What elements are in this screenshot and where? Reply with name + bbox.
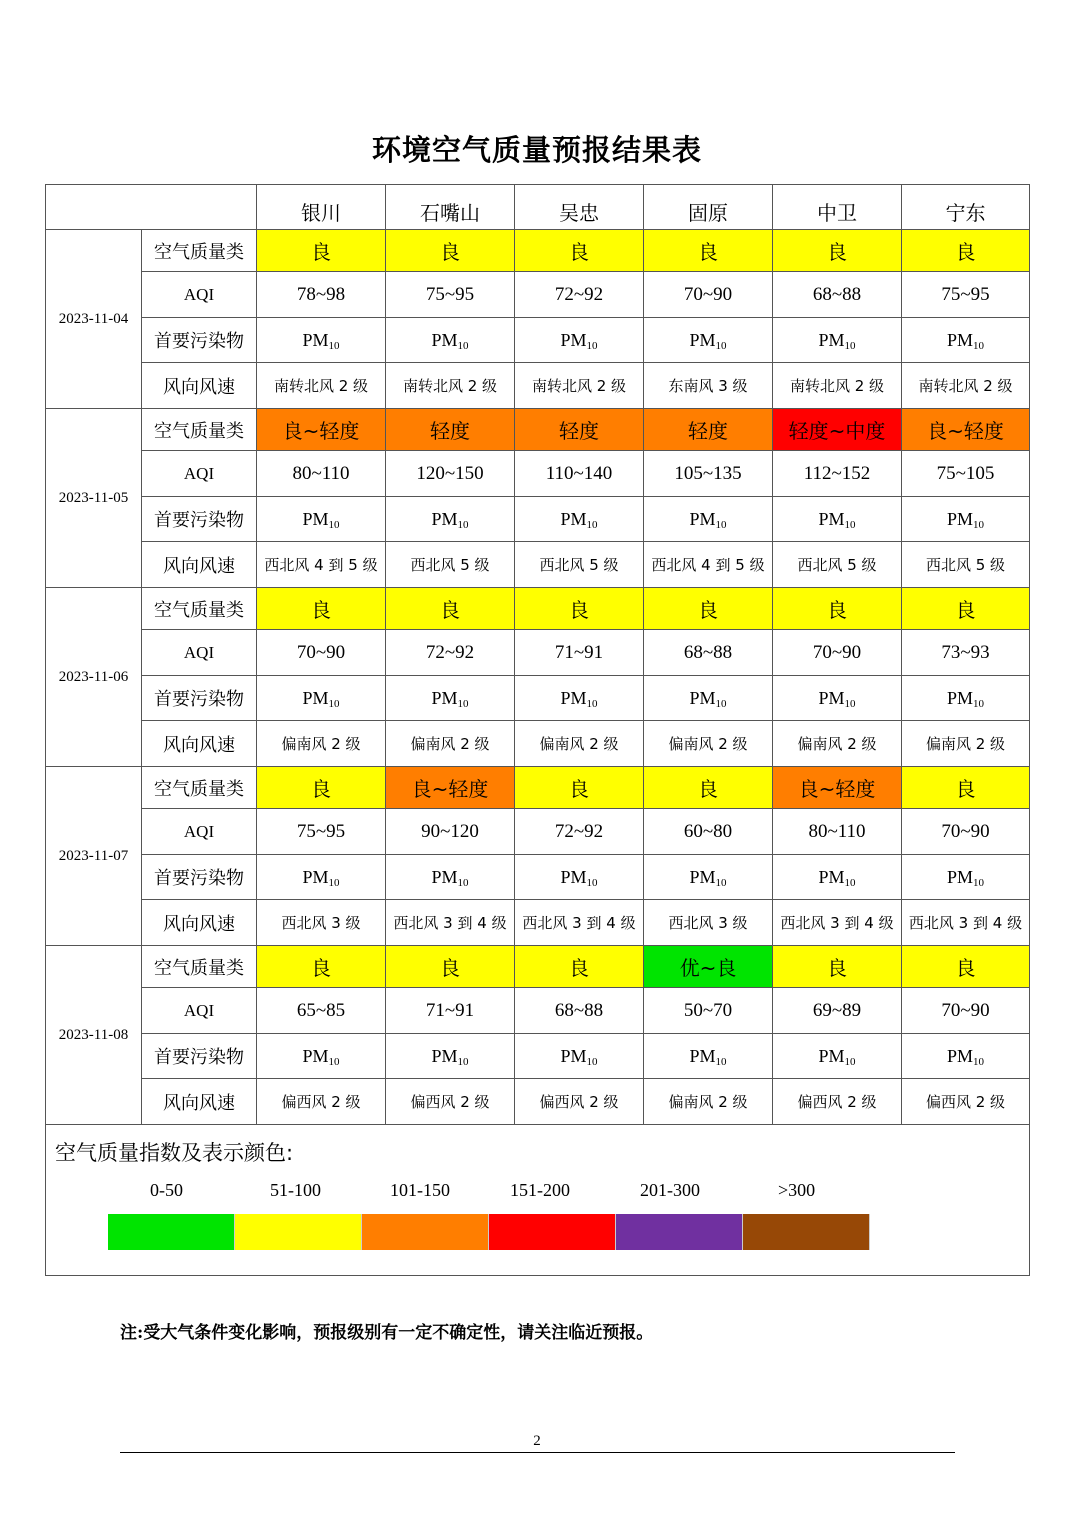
aqi-category-cell: 良	[257, 767, 386, 809]
footer-rule	[120, 1452, 955, 1453]
wind-row	[46, 721, 1030, 767]
aqi-category-cell: 良~轻度	[902, 409, 1030, 451]
wind-cell: 西北风 4 到 5 级	[644, 542, 773, 588]
pollutant-row	[46, 497, 1030, 542]
pollutant-cell	[773, 676, 902, 721]
wind-cell: 西北风 3 到 4 级	[773, 900, 902, 946]
pollutant-cell	[515, 318, 644, 363]
pollutant-cell	[902, 1034, 1030, 1079]
category-row	[46, 230, 1030, 272]
pollutant-subscript: 10	[457, 518, 469, 531]
aqi-value-cell: 120~150	[386, 451, 515, 497]
pollutant-name: PM	[946, 1045, 973, 1066]
legend-color-swatch	[616, 1214, 743, 1250]
pollutant-subscript: 10	[715, 697, 727, 710]
row-label-wind: 风向风速	[142, 900, 257, 946]
wind-cell: 西北风 5 级	[515, 542, 644, 588]
wind-cell: 南转北风 2 级	[773, 363, 902, 409]
legend-color-bar	[108, 1214, 870, 1250]
legend-color-swatch	[489, 1214, 616, 1250]
header-row	[46, 185, 1030, 230]
header-corner	[46, 185, 257, 230]
aqi-category-cell: 良	[386, 230, 515, 272]
pollutant-name: PM	[818, 1045, 845, 1066]
row-label-pollutant: 首要污染物	[142, 676, 257, 721]
wind-cell: 偏西风 2 级	[515, 1079, 644, 1125]
aqi-value-cell: 72~92	[515, 272, 644, 318]
wind-cell: 偏西风 2 级	[257, 1079, 386, 1125]
row-label-wind: 风向风速	[142, 542, 257, 588]
aqi-category-cell: 良~轻度	[257, 409, 386, 451]
wind-cell: 偏西风 2 级	[386, 1079, 515, 1125]
pollutant-row	[46, 1034, 1030, 1079]
wind-cell: 南转北风 2 级	[386, 363, 515, 409]
pollutant-name: PM	[818, 329, 845, 350]
aqi-category-cell: 良	[515, 946, 644, 988]
aqi-category-cell: 良	[257, 230, 386, 272]
category-row	[46, 409, 1030, 451]
wind-cell: 西北风 5 级	[773, 542, 902, 588]
row-label-pollutant: 首要污染物	[142, 497, 257, 542]
aqi-category-cell: 良	[515, 767, 644, 809]
wind-cell: 偏南风 2 级	[644, 721, 773, 767]
aqi-category-cell: 轻度	[386, 409, 515, 451]
row-label-aqi: AQI	[142, 809, 257, 855]
aqi-category-cell: 良	[773, 588, 902, 630]
aqi-category-cell: 优~良	[644, 946, 773, 988]
pollutant-row	[46, 318, 1030, 363]
pollutant-subscript: 10	[715, 339, 727, 352]
row-label-pollutant: 首要污染物	[142, 1034, 257, 1079]
wind-cell: 西北风 3 到 4 级	[386, 900, 515, 946]
aqi-row	[46, 451, 1030, 497]
city-header: 固原	[644, 185, 773, 230]
aqi-value-cell: 72~92	[515, 809, 644, 855]
aqi-category-cell: 良	[386, 946, 515, 988]
aqi-category-cell: 良	[902, 588, 1030, 630]
pollutant-cell	[386, 318, 515, 363]
date-cell: 2023-11-05	[46, 409, 142, 588]
legend	[46, 1125, 1030, 1276]
pollutant-name: PM	[818, 687, 845, 708]
wind-cell: 南转北风 2 级	[515, 363, 644, 409]
pollutant-name: PM	[560, 1045, 587, 1066]
pollutant-cell	[773, 318, 902, 363]
wind-cell: 偏南风 2 级	[773, 721, 902, 767]
wind-cell: 西北风 5 级	[902, 542, 1030, 588]
pollutant-name: PM	[689, 1045, 716, 1066]
wind-cell: 偏西风 2 级	[773, 1079, 902, 1125]
row-label-category: 空气质量类	[142, 588, 257, 630]
pollutant-subscript: 10	[715, 1055, 727, 1068]
aqi-value-cell: 70~90	[902, 988, 1030, 1034]
aqi-category-cell: 良	[644, 767, 773, 809]
pollutant-subscript: 10	[973, 697, 984, 710]
wind-cell: 东南风 3 级	[644, 363, 773, 409]
wind-cell: 西北风 5 级	[386, 542, 515, 588]
aqi-value-cell: 73~93	[902, 630, 1030, 676]
pollutant-name: PM	[431, 687, 458, 708]
aqi-row	[46, 272, 1030, 318]
aqi-value-cell: 78~98	[257, 272, 386, 318]
pollutant-subscript: 10	[457, 1055, 469, 1068]
aqi-category-cell: 良~轻度	[773, 767, 902, 809]
pollutant-subscript: 10	[586, 1055, 598, 1068]
pollutant-name: PM	[431, 329, 458, 350]
pollutant-cell	[773, 855, 902, 900]
pollutant-name: PM	[560, 687, 587, 708]
pollutant-subscript: 10	[328, 1055, 340, 1068]
row-label-wind: 风向风速	[142, 721, 257, 767]
pollutant-subscript: 10	[586, 697, 598, 710]
pollutant-name: PM	[302, 329, 329, 350]
aqi-row	[46, 630, 1030, 676]
pollutant-subscript: 10	[715, 518, 727, 531]
aqi-category-cell: 良	[386, 588, 515, 630]
aqi-value-cell: 71~91	[515, 630, 644, 676]
pollutant-subscript: 10	[844, 1055, 856, 1068]
pollutant-name: PM	[302, 866, 329, 887]
legend-range-label: >300	[778, 1180, 816, 1200]
legend-color-swatch	[235, 1214, 362, 1250]
row-label-wind: 风向风速	[142, 1079, 257, 1125]
date-cell: 2023-11-04	[46, 230, 142, 409]
aqi-value-cell: 105~135	[644, 451, 773, 497]
wind-row	[46, 542, 1030, 588]
pollutant-name: PM	[818, 508, 845, 529]
row-label-wind: 风向风速	[142, 363, 257, 409]
aqi-category-cell: 良	[902, 230, 1030, 272]
pollutant-cell	[902, 676, 1030, 721]
legend-row	[46, 1125, 1030, 1276]
wind-row	[46, 900, 1030, 946]
pollutant-name: PM	[689, 508, 716, 529]
aqi-value-cell: 70~90	[257, 630, 386, 676]
aqi-value-cell: 112~152	[773, 451, 902, 497]
pollutant-cell	[257, 318, 386, 363]
aqi-category-cell: 良	[773, 946, 902, 988]
aqi-value-cell: 72~92	[386, 630, 515, 676]
pollutant-name: PM	[818, 866, 845, 887]
pollutant-subscript: 10	[844, 339, 856, 352]
legend-range-label: 151-200	[510, 1180, 570, 1200]
pollutant-subscript: 10	[328, 339, 340, 352]
city-header: 中卫	[773, 185, 902, 230]
pollutant-cell	[386, 855, 515, 900]
pollutant-name: PM	[689, 866, 716, 887]
wind-cell: 西北风 3 到 4 级	[515, 900, 644, 946]
legend-range-label: 101-150	[390, 1180, 450, 1200]
aqi-value-cell: 70~90	[773, 630, 902, 676]
pollutant-row	[46, 855, 1030, 900]
wind-cell: 偏南风 2 级	[902, 721, 1030, 767]
pollutant-cell	[257, 855, 386, 900]
pollutant-cell	[644, 676, 773, 721]
aqi-category-cell: 良	[644, 588, 773, 630]
pollutant-name: PM	[431, 508, 458, 529]
pollutant-cell	[644, 1034, 773, 1079]
legend-title: 空气质量指数及表示颜色:	[55, 1141, 294, 1165]
wind-cell: 西北风 3 级	[257, 900, 386, 946]
pollutant-cell	[902, 318, 1030, 363]
pollutant-cell	[257, 1034, 386, 1079]
pollutant-subscript: 10	[973, 339, 984, 352]
aqi-value-cell: 75~95	[902, 272, 1030, 318]
aqi-value-cell: 80~110	[257, 451, 386, 497]
pollutant-cell	[644, 855, 773, 900]
pollutant-name: PM	[689, 329, 716, 350]
pollutant-name: PM	[560, 329, 587, 350]
wind-cell: 偏南风 2 级	[644, 1079, 773, 1125]
wind-cell: 偏西风 2 级	[902, 1079, 1030, 1125]
row-label-category: 空气质量类	[142, 767, 257, 809]
aqi-value-cell: 70~90	[644, 272, 773, 318]
aqi-category-cell: 轻度	[644, 409, 773, 451]
pollutant-cell	[257, 676, 386, 721]
pollutant-cell	[644, 318, 773, 363]
pollutant-cell	[902, 497, 1030, 542]
aqi-category-cell: 良	[902, 946, 1030, 988]
row-label-aqi: AQI	[142, 630, 257, 676]
aqi-category-cell: 良~轻度	[386, 767, 515, 809]
pollutant-subscript: 10	[328, 518, 340, 531]
pollutant-subscript: 10	[715, 876, 727, 889]
pollutant-subscript: 10	[973, 1055, 984, 1068]
date-cell: 2023-11-07	[46, 767, 142, 946]
pollutant-cell	[515, 676, 644, 721]
row-label-aqi: AQI	[142, 988, 257, 1034]
pollutant-cell	[257, 497, 386, 542]
row-label-pollutant: 首要污染物	[142, 855, 257, 900]
aqi-value-cell: 71~91	[386, 988, 515, 1034]
aqi-category-cell: 良	[644, 230, 773, 272]
legend-color-swatch	[108, 1214, 235, 1250]
aqi-value-cell: 68~88	[773, 272, 902, 318]
aqi-value-cell: 65~85	[257, 988, 386, 1034]
aqi-value-cell: 75~95	[257, 809, 386, 855]
pollutant-cell	[902, 855, 1030, 900]
wind-cell: 偏南风 2 级	[386, 721, 515, 767]
wind-cell: 西北风 4 到 5 级	[257, 542, 386, 588]
footnote: 注:受大气条件变化影响，预报级别有一定不确定性，请关注临近预报。	[120, 1323, 654, 1343]
aqi-category-cell: 良	[902, 767, 1030, 809]
aqi-category-cell: 良	[773, 230, 902, 272]
pollutant-cell	[386, 1034, 515, 1079]
aqi-category-cell: 轻度	[515, 409, 644, 451]
aqi-value-cell: 50~70	[644, 988, 773, 1034]
pollutant-name: PM	[431, 866, 458, 887]
pollutant-subscript: 10	[457, 339, 469, 352]
wind-cell: 南转北风 2 级	[902, 363, 1030, 409]
category-row	[46, 767, 1030, 809]
wind-cell: 偏南风 2 级	[257, 721, 386, 767]
pollutant-cell	[515, 1034, 644, 1079]
aqi-value-cell: 68~88	[644, 630, 773, 676]
pollutant-subscript: 10	[586, 518, 598, 531]
pollutant-subscript: 10	[457, 697, 469, 710]
pollutant-cell	[773, 497, 902, 542]
aqi-value-cell: 75~95	[386, 272, 515, 318]
legend-color-swatch	[743, 1214, 870, 1250]
legend-range-label: 201-300	[640, 1180, 700, 1200]
pollutant-subscript: 10	[844, 876, 856, 889]
pollutant-subscript: 10	[328, 876, 340, 889]
aqi-value-cell: 69~89	[773, 988, 902, 1034]
aqi-row	[46, 809, 1030, 855]
aqi-value-cell: 75~105	[902, 451, 1030, 497]
pollutant-subscript: 10	[973, 876, 984, 889]
category-row	[46, 588, 1030, 630]
page-number: 2	[533, 1433, 541, 1449]
city-header: 吴忠	[515, 185, 644, 230]
aqi-value-cell: 60~80	[644, 809, 773, 855]
legend-range-label: 0-50	[150, 1180, 183, 1200]
row-label-aqi: AQI	[142, 451, 257, 497]
pollutant-cell	[515, 855, 644, 900]
pollutant-subscript: 10	[844, 518, 856, 531]
wind-cell: 西北风 3 级	[644, 900, 773, 946]
legend-color-swatch	[362, 1214, 489, 1250]
city-header: 银川	[257, 185, 386, 230]
pollutant-cell	[515, 497, 644, 542]
category-row	[46, 946, 1030, 988]
aqi-value-cell: 110~140	[515, 451, 644, 497]
aqi-value-cell: 70~90	[902, 809, 1030, 855]
date-cell: 2023-11-08	[46, 946, 142, 1125]
city-header: 宁东	[902, 185, 1030, 230]
page-title: 环境空气质量预报结果表	[371, 133, 702, 167]
pollutant-row	[46, 676, 1030, 721]
aqi-category-cell: 良	[515, 230, 644, 272]
row-label-category: 空气质量类	[142, 230, 257, 272]
pollutant-subscript: 10	[457, 876, 469, 889]
aqi-value-cell: 68~88	[515, 988, 644, 1034]
aqi-category-cell: 轻度~中度	[773, 409, 902, 451]
legend-labels	[108, 1180, 868, 1204]
pollutant-cell	[644, 497, 773, 542]
pollutant-name: PM	[946, 687, 973, 708]
pollutant-name: PM	[946, 866, 973, 887]
wind-cell: 南转北风 2 级	[257, 363, 386, 409]
pollutant-name: PM	[431, 1045, 458, 1066]
pollutant-name: PM	[946, 329, 973, 350]
aqi-value-cell: 90~120	[386, 809, 515, 855]
pollutant-subscript: 10	[586, 339, 598, 352]
pollutant-name: PM	[302, 508, 329, 529]
wind-row	[46, 1079, 1030, 1125]
city-header: 石嘴山	[386, 185, 515, 230]
aqi-category-cell: 良	[257, 588, 386, 630]
pollutant-cell	[386, 676, 515, 721]
aqi-value-cell: 80~110	[773, 809, 902, 855]
wind-cell: 西北风 3 到 4 级	[902, 900, 1030, 946]
pollutant-name: PM	[560, 508, 587, 529]
pollutant-name: PM	[302, 1045, 329, 1066]
pollutant-name: PM	[946, 508, 973, 529]
pollutant-subscript: 10	[973, 518, 984, 531]
pollutant-cell	[773, 1034, 902, 1079]
date-cell: 2023-11-06	[46, 588, 142, 767]
row-label-aqi: AQI	[142, 272, 257, 318]
wind-cell: 偏南风 2 级	[515, 721, 644, 767]
pollutant-cell	[386, 497, 515, 542]
aqi-category-cell: 良	[515, 588, 644, 630]
forecast-table	[45, 184, 1030, 1276]
pollutant-subscript: 10	[586, 876, 598, 889]
aqi-category-cell: 良	[257, 946, 386, 988]
aqi-row	[46, 988, 1030, 1034]
row-label-category: 空气质量类	[142, 409, 257, 451]
row-label-category: 空气质量类	[142, 946, 257, 988]
pollutant-subscript: 10	[844, 697, 856, 710]
wind-row	[46, 363, 1030, 409]
pollutant-name: PM	[560, 866, 587, 887]
legend-range-label: 51-100	[270, 1180, 321, 1200]
row-label-pollutant: 首要污染物	[142, 318, 257, 363]
pollutant-name: PM	[302, 687, 329, 708]
pollutant-name: PM	[689, 687, 716, 708]
pollutant-subscript: 10	[328, 697, 340, 710]
